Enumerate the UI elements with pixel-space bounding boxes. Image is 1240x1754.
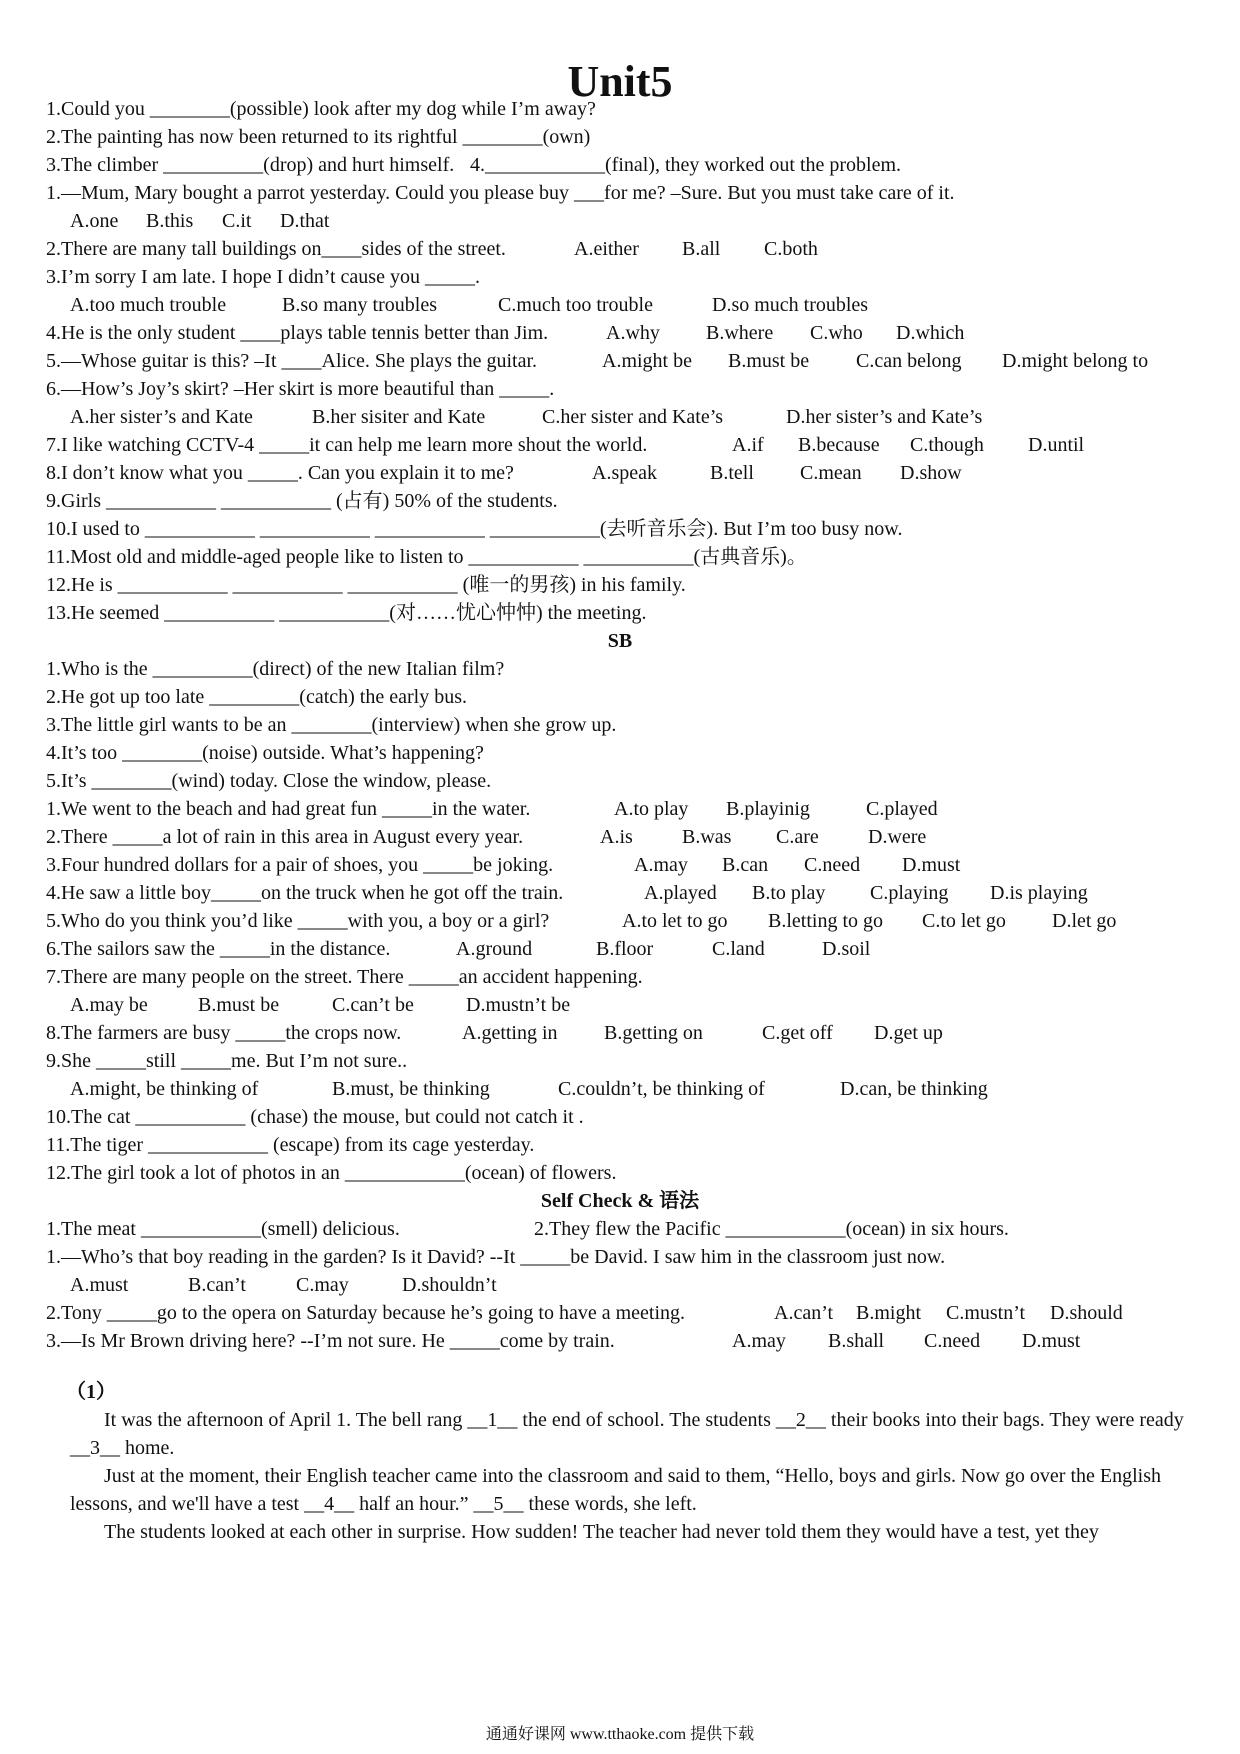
translation-item: 13.He seemed ___________ ___________(对……忧心忡忡) the meeting.	[46, 602, 647, 624]
passage-paragraph: It was the afternoon of April 1. The bell rang __1__ the end of school. The students __2__ their books into their bags. They were ready __3__ home.	[70, 1409, 1184, 1459]
option: C.her sister and Kate’s	[542, 406, 724, 428]
option: C.need	[804, 854, 861, 876]
option: C.mustn’t	[946, 1302, 1026, 1324]
option: C.both	[764, 238, 818, 260]
option: D.should	[1050, 1302, 1123, 1324]
option: B.because	[798, 434, 880, 456]
word-form-item: 2.The painting has now been returned to its rightful ________(own)	[46, 126, 591, 148]
mc-question: 1.—Mum, Mary bought a parrot yesterday. Could you please buy ___for me? –Sure. But you must take care of it.	[46, 182, 955, 204]
option: A.might be	[602, 350, 692, 372]
word-form-item: 2.They flew the Pacific ____________(ocean) in six hours.	[534, 1218, 1009, 1240]
mc-question: 1.We went to the beach and had great fun _____in the water.	[46, 798, 531, 820]
option: D.might belong to	[1002, 350, 1149, 372]
option: C.much too trouble	[498, 294, 653, 316]
option: A.may	[634, 854, 688, 876]
option: A.speak	[592, 462, 657, 484]
mc-question: 3.I’m sorry I am late. I hope I didn’t cause you _____.	[46, 266, 480, 288]
word-form-item: 10.The cat ___________ (chase) the mouse, but could not catch it .	[46, 1106, 584, 1128]
option: A.may be	[70, 994, 148, 1016]
option: A.why	[606, 322, 660, 344]
option: B.where	[706, 322, 774, 344]
word-form-item: 12.The girl took a lot of photos in an ____________(ocean) of flowers.	[46, 1162, 617, 1184]
option: B.might	[856, 1302, 922, 1324]
option: D.is playing	[990, 882, 1088, 904]
option: A.must	[70, 1274, 129, 1296]
option: B.must be	[728, 350, 810, 372]
option: B.so many troubles	[282, 294, 437, 316]
option: A.to play	[614, 798, 689, 820]
mc-question: 5.Who do you think you’d like _____with you, a boy or a girl?	[46, 910, 550, 932]
word-form-item: 2.He got up too late _________(catch) the early bus.	[46, 686, 467, 708]
mc-question: 3.Four hundred dollars for a pair of shoes, you _____be joking.	[46, 854, 554, 876]
mc-question: 6.—How’s Joy’s skirt? –Her skirt is more beautiful than _____.	[46, 378, 555, 400]
passage-label: （1）	[66, 1381, 116, 1403]
option: A.ground	[456, 938, 533, 960]
option: B.getting on	[604, 1022, 703, 1044]
option: C.to let go	[922, 910, 1006, 932]
word-form-item: 1.Who is the __________(direct) of the new Italian film?	[46, 658, 505, 680]
word-form-item: 1.Could you ________(possible) look after my dog while I’m away?	[46, 98, 596, 120]
mc-question: 4.He is the only student ____plays table tennis better than Jim.	[46, 322, 549, 344]
mc-question: 1.—Who’s that boy reading in the garden? Is it David? --It _____be David. I saw him in the classroom just now.	[46, 1246, 946, 1268]
option: A.played	[644, 882, 717, 904]
option: B.shall	[828, 1330, 885, 1352]
page-title: Unit5	[567, 57, 673, 106]
mc-question: 3.—Is Mr Brown driving here? --I’m not sure. He _____come by train.	[46, 1330, 615, 1352]
option: D.which	[896, 322, 965, 344]
option: A.too much trouble	[70, 294, 227, 316]
option: B.this	[146, 210, 194, 232]
option: C.may	[296, 1274, 349, 1296]
mc-question: 7.There are many people on the street. There _____an accident happening.	[46, 966, 643, 988]
translation-item: 11.Most old and middle-aged people like to listen to ___________ ___________(古典音乐)。	[46, 546, 807, 568]
translation-item: 9.Girls ___________ ___________ (占有) 50% of the students.	[46, 490, 558, 512]
mc-question: 2.Tony _____go to the opera on Saturday because he’s going to have a meeting.	[46, 1302, 685, 1324]
section-heading-sb: SB	[607, 630, 633, 652]
word-form-item: 1.The meat ____________(smell) delicious.	[46, 1218, 400, 1240]
option: B.must be	[198, 994, 280, 1016]
option: D.were	[868, 826, 927, 848]
option: C.get off	[762, 1022, 833, 1044]
option: D.mustn’t be	[466, 994, 571, 1016]
mc-question: 4.He saw a little boy_____on the truck when he got off the train.	[46, 882, 564, 904]
option: A.either	[574, 238, 639, 260]
option: C.who	[810, 322, 863, 344]
translation-item: 10.I used to ___________ ___________ ___________ ___________(去听音乐会). But I’m too busy now.	[46, 518, 903, 540]
option: D.get up	[874, 1022, 943, 1044]
option: B.floor	[596, 938, 654, 960]
option: D.show	[900, 462, 962, 484]
section-heading-self-check: Self Check & 语法	[540, 1190, 700, 1212]
option: D.must	[1022, 1330, 1081, 1352]
passage-paragraph: The students looked at each other in surprise. How sudden! The teacher had never told them they would have a test, yet they	[104, 1521, 1099, 1543]
word-form-item: 11.The tiger ____________ (escape) from its cage yesterday.	[46, 1134, 535, 1156]
option: A.one	[70, 210, 119, 232]
option: A.can’t	[774, 1302, 834, 1324]
option: D.soil	[822, 938, 871, 960]
option: B.letting to go	[768, 910, 883, 932]
word-form-item: 3.The little girl wants to be an ________(interview) when she grow up.	[46, 714, 617, 736]
word-form-item: 5.It’s ________(wind) today. Close the window, please.	[46, 770, 492, 792]
word-form-item: 3.The climber __________(drop) and hurt himself.	[46, 154, 455, 176]
option: B.tell	[710, 462, 754, 484]
option: D.her sister’s and Kate’s	[786, 406, 983, 428]
option: A.is	[600, 826, 633, 848]
option: C.land	[712, 938, 765, 960]
mc-question: 9.She _____still _____me. But I’m not sure..	[46, 1050, 408, 1072]
mc-question: 2.There are many tall buildings on____sides of the street.	[46, 238, 506, 260]
option: D.let go	[1052, 910, 1117, 932]
option: D.can, be thinking	[840, 1078, 988, 1100]
option: B.was	[682, 826, 732, 848]
option: C.though	[910, 434, 984, 456]
option: C.need	[924, 1330, 981, 1352]
option: D.shouldn’t	[402, 1274, 497, 1296]
option: A.getting in	[462, 1022, 558, 1044]
option: B.to play	[752, 882, 826, 904]
option: A.to let to go	[622, 910, 728, 932]
option: C.are	[776, 826, 819, 848]
footer-source: 通通好课网 www.tthaoke.com 提供下载	[485, 1726, 755, 1743]
option: B.all	[682, 238, 721, 260]
option: C.mean	[800, 462, 862, 484]
option: D.must	[902, 854, 961, 876]
option: C.playing	[870, 882, 949, 904]
passage-paragraph: Just at the moment, their English teacher came into the classroom and said to them, “Hello, boys and girls. Now go over the English lessons, and we'll have a test __4__ half an hour.” __5__ these words, she left.	[70, 1465, 1161, 1515]
option: A.may	[732, 1330, 786, 1352]
mc-question: 5.—Whose guitar is this? –It ____Alice. She plays the guitar.	[46, 350, 538, 372]
word-form-item: 4.____________(final), they worked out the problem.	[470, 154, 902, 176]
option: D.so much troubles	[712, 294, 869, 316]
option: C.played	[866, 798, 938, 820]
option: C.can’t be	[332, 994, 414, 1016]
option: C.couldn’t, be thinking of	[558, 1078, 765, 1100]
option: C.it	[222, 210, 252, 232]
word-form-item: 4.It’s too ________(noise) outside. What’s happening?	[46, 742, 484, 764]
option: B.must, be thinking	[332, 1078, 490, 1100]
option: B.her sisiter and Kate	[312, 406, 486, 428]
mc-question: 8.The farmers are busy _____the crops now.	[46, 1022, 402, 1044]
option: A.if	[732, 434, 764, 456]
option: D.until	[1028, 434, 1085, 456]
mc-question: 2.There _____a lot of rain in this area in August every year.	[46, 826, 524, 848]
translation-item: 12.He is ___________ ___________ ___________ (唯一的男孩) in his family.	[46, 574, 686, 596]
option: B.can	[722, 854, 769, 876]
option: B.can’t	[188, 1274, 246, 1296]
option: A.might, be thinking of	[70, 1078, 259, 1100]
mc-question: 7.I like watching CCTV-4 _____it can help me learn more shout the world.	[46, 434, 648, 456]
option: C.can belong	[856, 350, 962, 372]
option: D.that	[280, 210, 330, 232]
option: A.her sister’s and Kate	[70, 406, 253, 428]
mc-question: 6.The sailors saw the _____in the distance.	[46, 938, 391, 960]
mc-question: 8.I don’t know what you _____. Can you explain it to me?	[46, 462, 514, 484]
option: B.playinig	[726, 798, 810, 820]
